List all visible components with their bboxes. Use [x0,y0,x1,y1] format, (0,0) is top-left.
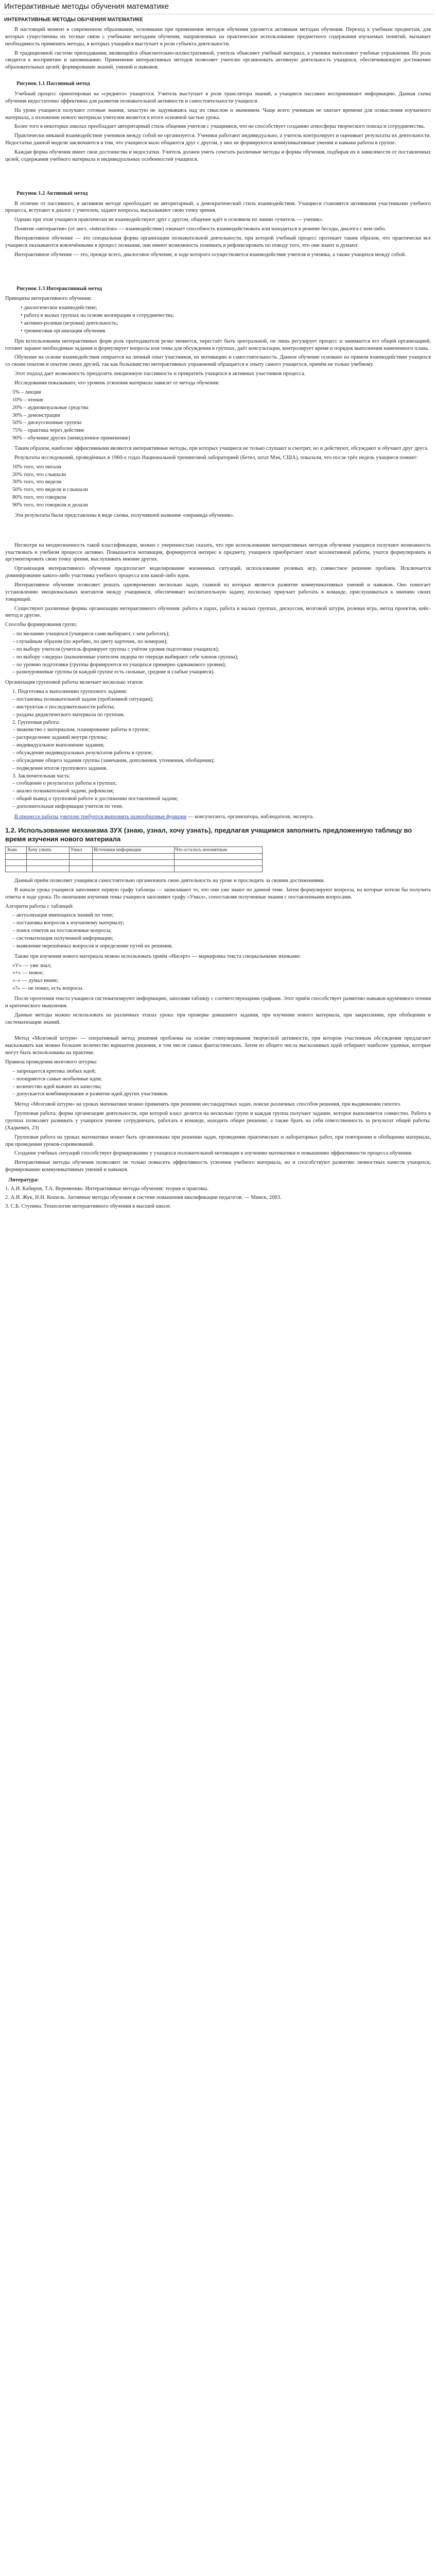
zuh-table [5,846,263,872]
table-cell[interactable] [26,853,69,859]
list-item: 80% того, что говорили [12,495,66,501]
steps-title: Алгоритм работы с таблицей: [5,903,74,909]
body-paragraph: Также при изучении нового материала можно использовать приём «Инсерт» — маркировка текста специальными значками: [14,953,301,959]
list-item: 75% – практика через действие [12,428,84,434]
list-item: 50% того, что видели и слышали [12,487,88,493]
list-item: – допускается комбинирование и развитие идей других участников. [12,1091,168,1097]
list-item: – раздача дидактического материала по группам. [12,711,125,718]
body-paragraph: Учебный процесс ориентирован на «среднего» учащегося. Учитель выступает в роли транслятора знаний, а учащиеся пассивно воспринимают информацию. Данная схема обучения недостаточно эффективна для развития познавательной активности и самостоятельности учащихся. [5,91,431,104]
body-paragraph: При использовании интерактивных форм роль преподавателя резко меняется, перестаёт быть центральной, он лишь регулирует процесс и занимается его общей организацией, готовит заранее необходимые задания и формулирует вопросы или темы для обсуждения в группах, даёт консультации, контролирует время и порядок выполнения намеченного плана. [5,338,431,351]
list-item: – количество идей важнее их качества; [12,1083,102,1090]
references-title: Литература: [8,1177,39,1183]
table-header-cell: Знаю [6,847,27,854]
table-cell[interactable] [26,859,69,866]
list-item: 90% – обучение других (немедленное применение) [12,435,130,442]
rules-list [2,1068,434,1098]
principles-list [2,304,434,334]
body-paragraph: В начале урока учащиеся заполняют первую графу таблицы — записывают то, что они уже знают по данной теме. Затем формулируют вопросы, на которые хотели бы получить ответы в ходе урока. По окончании изучения темы учащиеся заполняют графу «Узнал», сопоставляя полученные знания с поставленными вопросами. [5,887,431,900]
body-paragraph: Интерактивное обучение — это специальная форма организации познавательной деятельности, при которой учебный процесс протекает таким образом, что практически все учащиеся оказываются вовлечёнными в процесс познания, они имеют возможность понимать и рефлексировать по поводу того, что они знают и думают. [5,235,431,248]
list-item: – знакомство с материалом, планирование работы в группе; [12,727,150,733]
functions-link[interactable]: В процессе работы учителю требуется выполнять разнообразные функции [14,814,187,820]
retention-list [2,389,434,442]
list-item: – по желанию учащихся (учащиеся сами выбирают, с кем работать); [12,631,170,637]
list-item: – сообщение о результатах работы в группах; [12,781,117,787]
table-cell[interactable] [92,866,174,872]
table-cell[interactable] [69,866,92,872]
list-item: «–» — думал иначе; [12,978,59,984]
table-cell[interactable] [174,859,263,866]
body-paragraph [2,814,434,821]
table-header-cell: Хочу узнать [26,847,69,854]
table-header-cell: Что осталось непонятным [174,847,263,854]
body-paragraph: Групповая работа на уроках математики может быть организована при решении задач, проведении практических и лабораторных работ, при повторении и обобщении материала, при проведении уроков-соревнований. [5,1134,431,1147]
rules-title: Правила проведения мозгового штурма: [5,1059,98,1065]
link-trailing-text: — консультанта, организатора, наблюдателя, эксперта. [187,814,314,820]
list-item: – постановка познавательной задачи (проблемной ситуации); [12,697,154,702]
list-item: – выявление нерешённых вопросов и определение путей их решения. [12,943,173,949]
list-item: 30% того, что видели [12,479,62,485]
body-paragraph: Организация интерактивного обучения предполагает моделирование жизненных ситуаций, использование ролевых игр, совместное решение проблем. Исключается доминирование какого-либо участника учебного процесса или какой-либо идеи. [5,566,431,579]
table-header-cell: Источники информации [92,847,174,854]
insert-marks-list [2,962,434,992]
intro-paragraph: В настоящий момент в современном образовании, основными при применении методов обучения уделяется активным методам обучения. Переход к учебным предметам, для которых существенны их тесные связи с учебными методами обучения, направленных на практическое использование предметного содержания изучаемых понятий, вызывает необходимость применять методы, в которых учащийся выступает в роли субъекта деятельности. [5,26,431,47]
list-item: – анализ познавательной задачи, рефлексия; [12,788,114,794]
body-paragraph: После прочтения текста учащиеся систематизируют информацию, заполняя таблицу с соответствующими графами. Этот приём способствует развитию навыков вдумчивого чтения и критического мышления. [5,995,431,1009]
list-item: 3. Заключительная часть: [12,773,71,779]
list-item: – по уровню подготовки (группы формируются из учащихся примерно одинакового уровня); [12,662,226,668]
body-paragraph: Результаты исследований, проведённых в 1960-х годах Национальной тренинговой лабораторией (Бетел, штат Мэн, США), показали, что после трёх недель учащиеся помнят: [14,454,418,461]
principles-title: Принципы интерактивного обучения: [5,296,92,302]
body-paragraph: Обучение на основе взаимодействия опирается на личный опыт участников, их мотивацию и самостоятельность. Данное обучение основано на прямом взаимодействии учащихся со своим опытом и опытом своих друзей, так как большинство интерактивных упражнений обращается к опыту самого учащегося, причём не только учебному. [5,354,431,368]
body-paragraph: Более того в некоторых школах преобладает авторитарный стиль общения учителя с учащимися, что не способствует созданию атмосферы творческого поиска и сотрудничества. [14,124,425,130]
document-subtitle: ИНТЕРАКТИВНЫЕ МЕТОДЫ ОБУЧЕНИЯ МАТЕМАТИКЕ [4,16,143,23]
body-paragraph: Интерактивное обучение позволяет решать одновременно несколько задач, главной из которых является развитие коммуникативных умений и навыков. Оно помогает установлению эмоциональных контактов между учащимися, обеспечивает воспитательную задачу, поскольку приучает работать в команде, прислушиваться к мнению своих товарищей. [5,582,431,602]
list-item: – актуализация имеющихся знаний по теме; [12,912,114,919]
list-item: – обсуждение общего задания группы (замечания, дополнения, уточнения, обобщения); [12,757,215,764]
table-cell[interactable] [6,853,27,859]
body-paragraph: Таким образом, наиболее эффективными являются интерактивные методы, при которых учащиеся не только слушают и смотрят, но и действуют, обсуждают и обучают друг друга. [14,445,429,451]
table-cell[interactable] [69,859,92,866]
list-item: – постановка вопросов к изучаемому материалу; [12,920,125,926]
body-paragraph: Каждая форма обучения имеет свои достоинства и недостатки. Учитель должен уметь сочетать различные методы и формы обучения, подбирая их в зависимости от поставленных целей, содержания учебного материала и индивидуальных особенностей учащихся. [5,149,431,162]
table-cell[interactable] [92,853,174,859]
list-item: 2. Групповая работа: [12,719,60,725]
list-item: 10% – чтение [12,397,44,403]
reference-item: 1. А.И. Кабиров, Т.А. Веремеенко. Интерактивные методы обучения: теория и практика. [5,1185,208,1192]
body-paragraph: Этот подход дает возможность преодолеть лекционную пассивность и превратить учащихся в активных участников процесса. [14,371,306,377]
list-item: – систематизация полученной информации; [12,935,114,941]
list-item: 90% того, что говорили и делали [12,502,88,508]
list-item: • диалогическое взаимодействие; [21,304,431,312]
org-stages-list [2,688,434,810]
list-item: – обсуждение индивидуальных результатов работы в группе; [12,750,153,756]
steps-list [2,912,434,950]
list-item: «+» — новое; [12,970,44,976]
body-paragraph: В отличие от пассивного, в активном методе преобладает не авторитарный, а демократический стиль взаимодействия. Учащиеся становятся активными участниками учебного процесса, вступают в диалог с учителем, задают вопросы, высказывают свою точку зрения. [5,200,431,214]
table-header-row [6,847,263,854]
body-paragraph: Метод «Мозговой штурм» — оперативный метод решения проблемы на основе стимулирования творческой активности, при котором участникам обсуждения предлагают высказывать как можно большее количество вариантов решения, в том числе самых фантастических. Затем из общего числа высказанных идей отбирают наиболее удачные, которые могут быть использованы на практике. [5,1036,431,1056]
list-item: – индивидуальное выполнение задания; [12,742,104,749]
list-item: – общий вывод о групповой работе и достижении поставленной задачи; [12,796,178,802]
org-stages-title: Организация групповой работы включает несколько этапов: [5,680,144,686]
figure-caption: Рисунок 1.3 Интерактивный метод [16,285,102,292]
intro-paragraph: В традиционной системе преподавания, являющейся объяснительно-иллюстративной, учитель объясняет учебный материал, а ученики выполняют учебные упражнения. Их роль сводится к восприятию и запоминанию. Применение интерактивных методов позволяет учителю организовать активную деятельность учащихся, обеспечивающую достижение образовательных целей: формирование знаний, умений и навыков. [5,50,431,71]
table-row [6,853,263,859]
list-item: – по выбору «лидера» (назначенные учителем лидеры по очереди выбирают себе членов группы); [12,654,239,660]
figure-caption: Рисунок 1.1 Пассивный метод [16,81,90,87]
group-ways-title: Способы формирования групп: [5,622,77,628]
body-paragraph: Интерактивное обучение — это, прежде всего, диалоговое обучение, в ходе которого осуществляется взаимодействие учителя и ученика, а также учащихся между собой. [14,251,406,258]
list-item: • тренинговая организация обучения. [21,328,431,335]
group-ways-list [2,631,434,676]
list-item: – поиск ответов на поставленные вопросы; [12,928,112,934]
body-paragraph: Создание учебных ситуаций способствует формированию у учащихся положительной мотивации к изучению математики и повышению эффективности процесса обучения. [14,1150,413,1157]
list-item: 20% того, что слышали [12,471,66,478]
body-paragraph: Однако при этом учащиеся практически не взаимодействуют друг с другом, общение идёт в основном по линии «учитель — ученик». [14,217,324,223]
list-item: • активно-ролевая (игровая) деятельность; [21,320,431,327]
table-cell[interactable] [69,853,92,859]
section-heading: 1.2. Использование механизма ЗУХ (знаю, узнал, хочу узнать), предлагая учащимся заполнить предложенную таблицу во время изучения нового материала [5,826,412,843]
table-cell[interactable] [174,853,263,859]
table-row [6,866,263,872]
list-item: – подведение итогов группового задания. [12,765,108,771]
table-cell[interactable] [174,866,263,872]
list-item: – распределение заданий внутри группы; [12,735,108,741]
pyramid-list [2,464,434,509]
body-paragraph: Метод «Мозговой штурм» на уроках математики можно применять при решении нестандартных задач, поиске различных способов решения, при выдвижении гипотез. [14,1101,402,1108]
page-title: Интерактивные методы обучения математике [4,2,169,11]
table-header-cell: Узнал [69,847,92,854]
list-item: 5% – лекция [12,389,41,395]
references [2,1177,434,1210]
list-item: – дополнительная информация учителя по теме. [12,804,124,810]
body-paragraph: Интерактивные методы обучения позволяют не только повысить эффективность усвоения учебного материала, но и способствуют развитию личностных качеств учащихся, формированию коммуникативных умений и навыков. [5,1160,431,1173]
list-item: 20% – аудиовизуальные средства [12,404,89,411]
list-item: – запрещается критика любых идей; [12,1068,96,1074]
body-paragraph: Понятие «интерактив» (от англ. «interaction» — взаимодействие) означает способность взаимодействовать или находиться в режиме беседы, диалога с кем-либо. [14,226,387,232]
table-cell[interactable] [92,859,174,866]
reference-item: 3. С.Б. Ступина. Технологии интерактивного обучения в высшей школе. [5,1203,171,1209]
list-item: • работа в малых группах на основе кооперации и сотрудничества; [21,312,431,319]
figure-caption: Рисунок 1.2 Активный метод [16,190,88,196]
body-paragraph: Исследования показывают, что уровень усвоения материала зависит от метода обучения: [14,380,220,386]
body-paragraph: Данный приём позволяет учащимся самостоятельно организовать свою деятельность на уроке и проследить за своими достижениями. [14,877,325,884]
list-item: 1. Подготовка к выполнению группового задания: [12,689,128,695]
reference-item: 2. А.И. Жук, Н.Н. Кошель. Активные методы обучения в системе повышения квалификации педагогов. — Минск, 2003. [5,1194,282,1200]
body-paragraph: Групповая работа: форма организации деятельности, при которой класс делится на несколько групп и каждая группа получает задание, которое выполняется совместно. Работа в группах позволяет развивать у учащихся умение сотрудничать, работать в команде, находить общее решение, а также брать на себя ответственность за результат общей работы. (Хадкевич, 23) [5,1111,431,1131]
list-item: «V» — уже знал; [12,962,52,969]
list-item: – поощряются самые необычные идеи; [12,1076,102,1082]
list-item: – разноуровневые группы (в каждой группе есть сильные, средние и слабые учащиеся). [12,669,215,675]
table-cell[interactable] [6,859,27,866]
document-page [2,2,434,1210]
list-item: 10% того, что читали [12,464,61,470]
table-cell[interactable] [6,866,27,872]
list-item: – случайным образом (по жребию, по цвету карточек, по номерам); [12,638,168,645]
body-paragraph: Эти результаты были представлены в виде схемы, получившей название «пирамида обучения». [14,512,235,518]
list-item: – по выбору учителя (учитель формирует группы с учётом уровня подготовки учащихся); [12,646,219,652]
table-row [6,859,263,866]
list-item: – инструктаж о последовательности работы; [12,704,115,710]
list-item: «?» — не понял, есть вопросы. [12,986,84,992]
list-item: 50% – дискуссионные группы [12,420,82,426]
body-paragraph: Данные методы можно использовать на различных этапах урока: при проверке домашнего задания, при изучении нового материала, при закреплении, при обобщении и систематизации знаний. [5,1012,431,1025]
body-paragraph: Существуют различные формы организации интерактивного обучения: работа в парах, работа в малых группах, дискуссия, мозговой штурм, ролевая игра, метод проектов, кейс-метод и другие. [5,605,431,619]
body-paragraph: Практически никакой взаимодействие учеников между собой не организуется. Ученики работают индивидуально, а учитель контролирует и оценивает результаты их деятельности. Недостатки данной модели заключаются в том, что учащиеся мало общаются друг с другом, у них не формируются коммуникативные умения и навыки работы в группе. [5,133,431,146]
list-item: 30% – демонстрация [12,412,60,418]
table-cell[interactable] [26,866,69,872]
body-paragraph: На уроке учащиеся получают готовые знания, зачастую не задумываясь над их смыслом и значением. Чаще всего ученикам не хватает времени для осмысления изучаемого материала, а изложение нового материала учителем является в итоге основной частью урока. [5,107,431,121]
body-paragraph: Несмотря на неоднозначность такой классификации, можно с уверенностью сказать, что при использовании интерактивных методов обучения учащиеся получают возможность участвовать в учебном процессе активно. Повышается мотивация, формируется интерес к предмету, учащиеся приобретают опыт коллективной работы, учатся формулировать и аргументировать свою точку зрения, выслушивать мнение других. [5,542,431,563]
